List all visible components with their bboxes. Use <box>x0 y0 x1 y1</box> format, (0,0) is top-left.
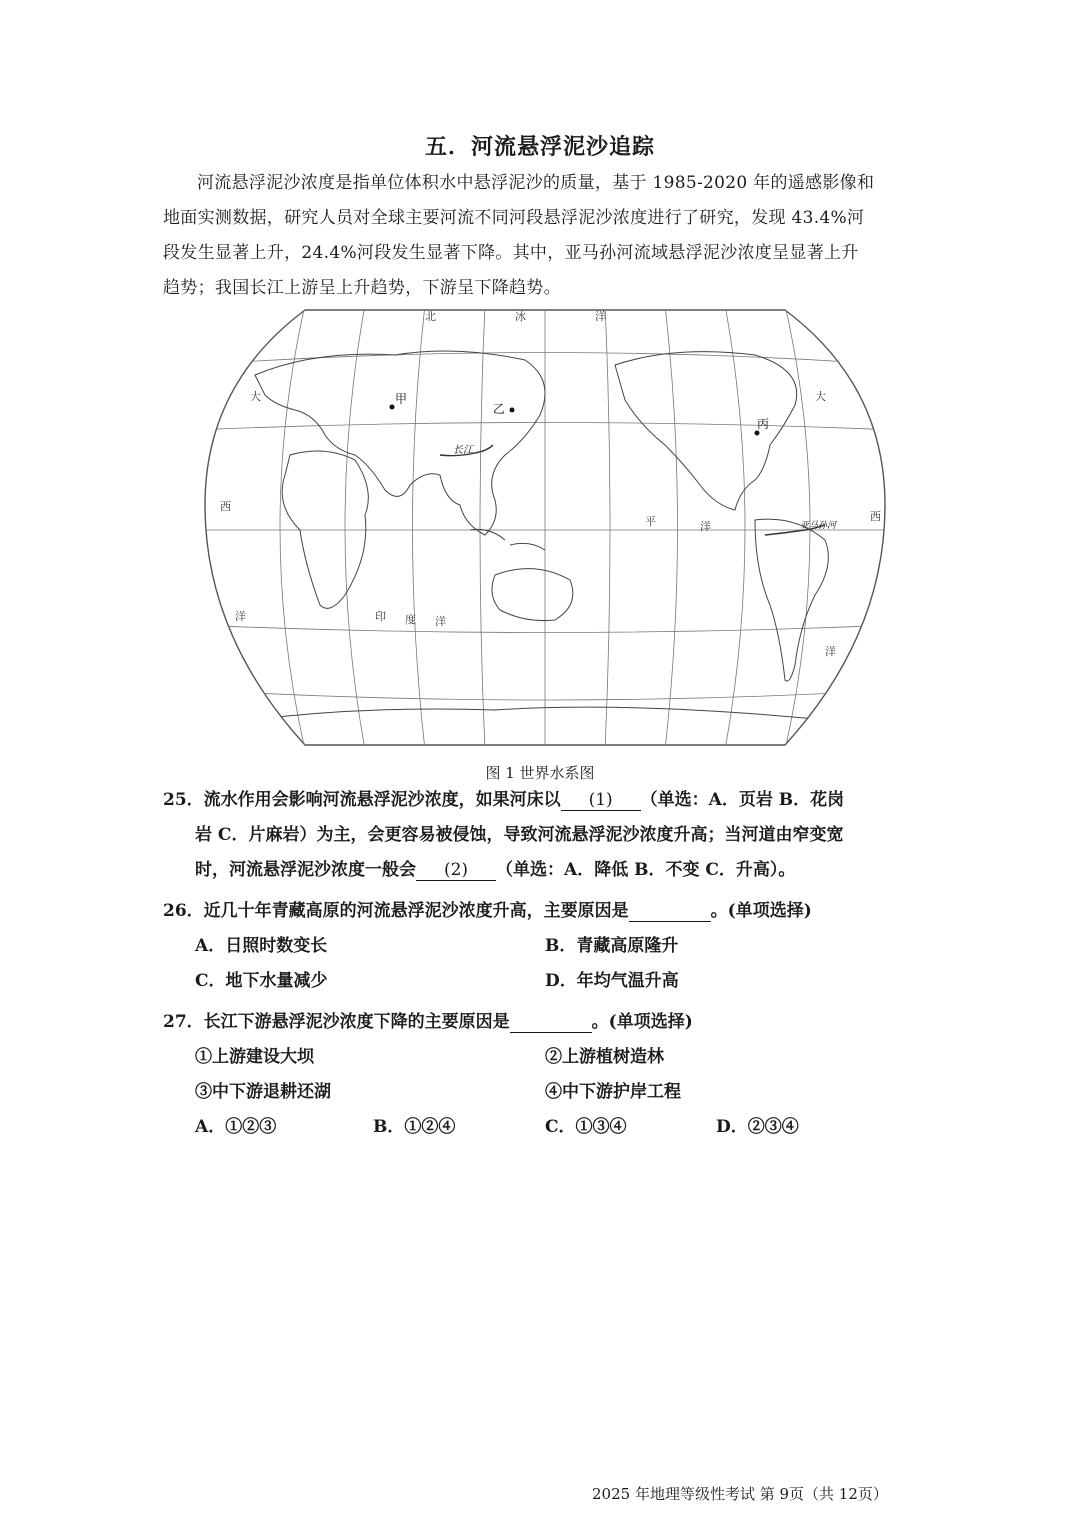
q25-line-2: 岩 C．片麻岩）为主，会更容易被侵蚀，导致河流悬浮泥沙浓度升高；当河道由窄变宽 <box>195 825 844 845</box>
q25-line-1 <box>163 785 844 811</box>
q27-option-c[interactable]: C．①③④ <box>545 1117 627 1137</box>
intro-line-2: 地面实测数据，研究人员对全球主要河流不同河段悬浮泥沙浓度进行了研究，发现 43.4%河 <box>163 208 865 228</box>
intro-line-3: 段发生显著上升，24.4%河段发生显著下降。其中，亚马孙河流域悬浮泥沙浓度呈显著上升 <box>163 243 859 263</box>
north-america-coast <box>615 352 797 510</box>
point-jia-dot <box>390 405 395 410</box>
q27-item-4: ④中下游护岸工程 <box>545 1082 681 1102</box>
q25-line3-post: （单选：A．降低 B．不变 C．升高）。 <box>496 860 796 880</box>
label-yamasun: 亚马孙河 <box>800 521 837 531</box>
q25-line3-pre: 时，河流悬浮泥沙浓度一般会 <box>195 860 416 880</box>
label-changjiang: 长江 <box>453 445 473 456</box>
q25-line-3 <box>195 855 795 881</box>
label-tai-ping: 平 <box>645 515 656 528</box>
q27-stem-text: 27．长江下游悬浮泥沙浓度下降的主要原因是 <box>163 1012 510 1032</box>
q25-line1-post: （单选：A．页岩 B．花岗 <box>640 790 845 810</box>
q27-option-a[interactable]: A．①②③ <box>195 1117 277 1137</box>
point-bing-dot <box>755 431 760 436</box>
section-title: 五．河流悬浮泥沙追踪 <box>424 134 655 160</box>
label-yindu-yang: 洋 <box>435 615 446 628</box>
intro-line-4: 趋势；我国长江上游呈上升趋势，下游呈下降趋势。 <box>163 278 561 298</box>
rivers <box>440 445 825 535</box>
label-tai-yang: 洋 <box>700 520 711 533</box>
q26-option-c[interactable]: C．地下水量减少 <box>195 971 328 991</box>
q26-option-a[interactable]: A．日照时数变长 <box>195 936 328 956</box>
q27-option-b[interactable]: B．①②④ <box>373 1117 456 1137</box>
q27-item-2: ②上游植树造林 <box>545 1047 664 1067</box>
label-xi-right: 西 <box>870 510 881 523</box>
ocean-labels <box>220 309 881 658</box>
graticule <box>195 305 895 750</box>
q27-option-d[interactable]: D．②③④ <box>716 1117 799 1137</box>
q26-option-d[interactable]: D．年均气温升高 <box>545 971 679 991</box>
q26-stem-end: 。(单项选择) <box>710 901 812 921</box>
south-america-coast <box>755 519 828 681</box>
q26-option-b[interactable]: B．青藏高原隆升 <box>545 936 679 956</box>
point-markers <box>390 392 839 531</box>
q26-blank[interactable] <box>629 901 711 922</box>
australia-coast <box>492 569 573 621</box>
point-yi-dot <box>510 408 515 413</box>
label-point-bing: 丙 <box>757 417 770 431</box>
page-footer: 2025 年地理等级性考试 第 9页（共 12页） <box>592 1485 888 1503</box>
q25-blank-2[interactable]: (2) <box>416 860 496 881</box>
label-da-right: 大 <box>815 390 826 403</box>
q25-blank-1[interactable]: (1) <box>561 790 641 811</box>
q26-stem <box>163 896 812 922</box>
label-beibing-bei: 北 <box>425 310 436 323</box>
label-yindu-du: 度 <box>405 613 416 626</box>
q27-item-1: ①上游建设大坝 <box>195 1047 314 1067</box>
label-xi-left: 西 <box>220 500 231 513</box>
q27-stem-end: 。(单项选择) <box>591 1012 693 1032</box>
label-beibing-bing: 冰 <box>515 310 526 323</box>
intro-line-1: 河流悬浮泥沙浓度是指单位体积水中悬浮泥沙的质量，基于 1985-2020 年的遥感影像和 <box>197 173 875 193</box>
q27-blank[interactable] <box>510 1012 592 1033</box>
label-yang-right: 洋 <box>825 645 836 658</box>
label-beibing-yang: 洋 <box>595 310 606 323</box>
label-yang-left: 洋 <box>235 610 246 623</box>
label-point-yi: 乙 <box>493 402 506 416</box>
map-caption: 图 1 世界水系图 <box>485 764 595 782</box>
q26-stem-text: 26．近几十年青藏高原的河流悬浮泥沙浓度升高，主要原因是 <box>163 901 629 921</box>
world-river-map <box>195 305 895 750</box>
label-yindu-yin: 印 <box>375 610 386 623</box>
q27-stem <box>163 1007 693 1033</box>
eurasia-coast <box>255 351 545 535</box>
q25-line1-pre: 25．流水作用会影响河流悬浮泥沙浓度，如果河床以 <box>163 790 561 810</box>
label-point-jia: 甲 <box>395 392 408 406</box>
label-da-left: 大 <box>250 390 261 403</box>
q27-item-3: ③中下游退耕还湖 <box>195 1082 331 1102</box>
world-map-svg <box>195 305 895 750</box>
